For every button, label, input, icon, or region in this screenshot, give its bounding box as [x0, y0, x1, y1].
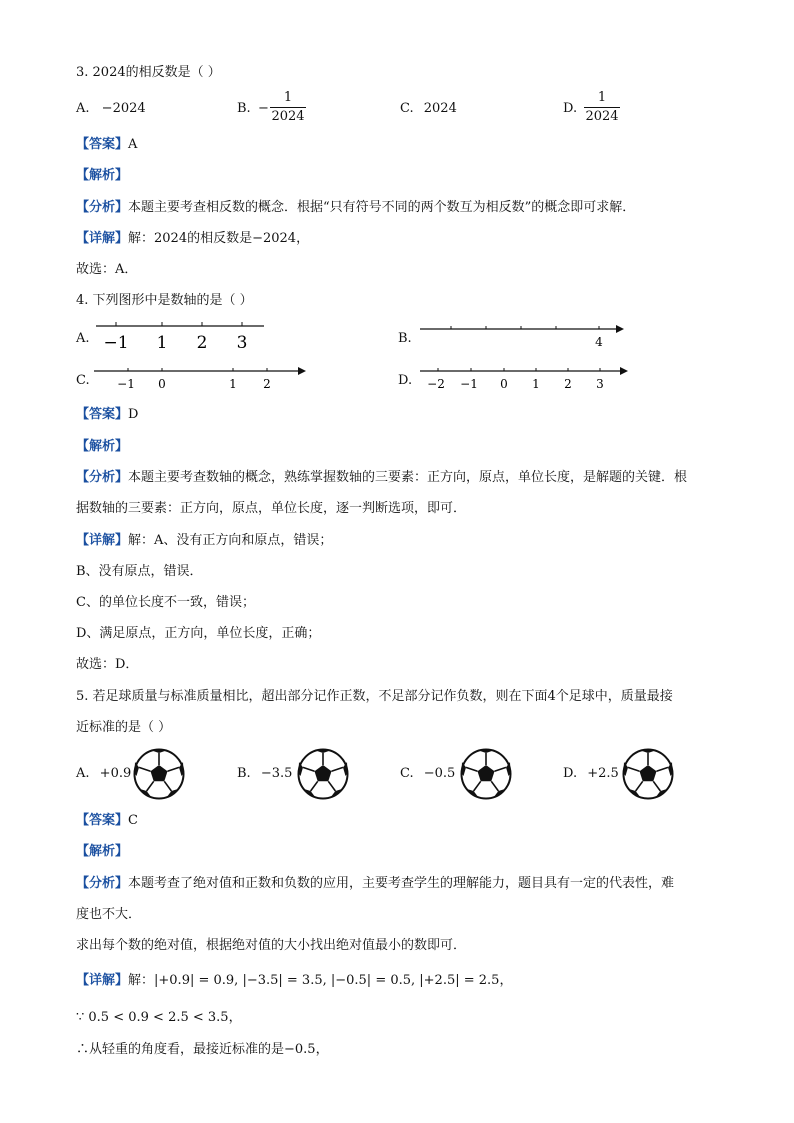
q4-answer-tag: 【答案】	[76, 407, 129, 422]
q4-analysis-tag: 【解析】	[76, 439, 129, 454]
q5-option-d	[563, 765, 619, 783]
q5-fenxi-line1	[76, 875, 674, 893]
axis-tick-label: −1	[103, 333, 129, 353]
q5-answer	[76, 812, 138, 830]
q3-answer-value: A	[128, 137, 138, 152]
q3-option-c-value: 2024	[423, 101, 457, 116]
q3-analysis-heading	[76, 167, 128, 185]
q4-label-b: B.	[398, 331, 412, 346]
axis-tick-label: −1	[460, 377, 478, 391]
q3-choose: 故选：A．	[76, 262, 138, 277]
q5-option-a-letter: A.	[76, 766, 90, 781]
q5-option-a-value: +0.9	[99, 766, 132, 781]
q5-option-b-value: −3.5	[260, 766, 293, 781]
axis-tick-label: 2	[564, 377, 572, 391]
axis-tick-label: 3	[596, 377, 604, 391]
q5-detail	[76, 972, 512, 990]
q5-analysis-tag: 【解析】	[76, 844, 129, 859]
q4-analysis-heading	[76, 438, 128, 456]
q3-option-d-numerator: 1	[597, 90, 607, 105]
q4-fenxi-text1: 本题主要考查数轴的概念，熟练掌握数轴的三要素：正方向，原点，单位长度，是解题的关键．根	[128, 470, 688, 485]
q5-fenxi-line2: 度也不大．	[76, 907, 142, 922]
q5-answer-value: C	[128, 813, 138, 828]
q3-option-c	[400, 100, 457, 118]
q4-fenxi-tag: 【分析】	[76, 470, 129, 485]
fraction-bar	[270, 107, 306, 108]
q5-detail-text: 解：|+0.9| = 0.9, |−3.5| = 3.5, |−0.5| = 0.5, |+2.5| = 2.5，	[128, 973, 513, 988]
arrow-right-icon	[616, 325, 624, 333]
q3-option-d-letter: D.	[563, 101, 578, 116]
q4-detail-tag: 【详解】	[76, 533, 129, 548]
soccer-ball-icon	[297, 748, 350, 801]
soccer-ball-icon	[133, 748, 186, 801]
q5-fenxi-line3: 求出每个数的绝对值，根据绝对值的大小找出绝对值最小的数即可．	[76, 938, 467, 953]
q5-since: ∵ 0.5 < 0.9 < 2.5 < 3.5，	[76, 1010, 242, 1025]
q4-label-a: A.	[76, 331, 90, 346]
q3-option-d-fraction	[584, 90, 620, 125]
q4-detail-b: B、没有原点，错误．	[76, 564, 203, 579]
q5-option-c-letter: C.	[400, 766, 414, 781]
q4-answer	[76, 406, 138, 424]
axis-tick-label: 2	[196, 333, 208, 353]
q5-fenxi-text1: 本题考查了绝对值和正数和负数的应用，主要考查学生的理解能力，题目具有一定的代表性，难	[128, 876, 675, 891]
axis-tick-label: 3	[236, 333, 248, 353]
q4-detail-d: D、满足原点，正方向，单位长度，正确；	[76, 626, 321, 641]
q3-detail	[76, 230, 309, 248]
axis-tick-label: 0	[158, 377, 166, 391]
q4-label-d: D.	[398, 373, 413, 388]
q5-question-line2: 近标准的是（ ）	[76, 720, 172, 735]
q4-axis-b	[416, 320, 628, 350]
q3-option-b-letter: B.	[237, 101, 251, 116]
q4-fenxi-line1	[76, 469, 687, 487]
q3-option-c-letter: C.	[400, 101, 414, 116]
q3-analysis-tag: 【解析】	[76, 168, 129, 183]
q4-detail-c: C、的单位长度不一致，错误；	[76, 595, 255, 610]
q5-option-c-value: −0.5	[423, 766, 456, 781]
q3-fenxi-tag: 【分析】	[76, 200, 129, 215]
axis-tick-label: 1	[532, 377, 540, 391]
q5-option-a	[76, 765, 131, 783]
q5-option-c	[400, 765, 455, 783]
q5-option-d-letter: D.	[563, 766, 578, 781]
q5-analysis-heading	[76, 843, 128, 861]
q5-detail-tag: 【详解】	[76, 973, 129, 988]
soccer-ball-icon	[622, 748, 675, 801]
q4-label-c: C.	[76, 373, 90, 388]
q4-detail-a-text: 解：A、没有正方向和原点，错误；	[128, 533, 333, 548]
q5-option-d-value: +2.5	[587, 766, 619, 781]
q4-detail-a	[76, 532, 332, 550]
q3-fenxi	[76, 199, 635, 217]
axis-tick-label: 1	[156, 333, 168, 353]
q3-detail-text: 解：2024的相反数是−2024，	[128, 231, 310, 246]
q3-answer-tag: 【答案】	[76, 137, 129, 152]
q4-question: 4. 下列图形中是数轴的是（ ）	[76, 293, 253, 308]
q4-axis-a	[92, 318, 270, 354]
q3-option-b-denominator: 2024	[271, 109, 305, 124]
q3-option-a-value: −2024	[101, 101, 146, 116]
q5-option-b	[237, 765, 292, 783]
axis-tick-label: −1	[117, 377, 135, 391]
q5-answer-tag: 【答案】	[76, 813, 129, 828]
q4-axis-d	[416, 362, 632, 392]
q4-fenxi-line2: 据数轴的三要素：正方向，原点，单位长度，逐一判断选项，即可．	[76, 501, 467, 516]
q3-fenxi-text: 本题主要考查相反数的概念．根据“只有符号不同的两个数互为相反数”的概念即可求解．	[128, 200, 636, 215]
q3-option-b-fraction	[270, 90, 306, 125]
q3-detail-tag: 【详解】	[76, 231, 129, 246]
q5-fenxi-tag: 【分析】	[76, 876, 129, 891]
axis-tick-label: 4	[595, 335, 603, 349]
q5-option-b-letter: B.	[237, 766, 251, 781]
q5-question-line1: 5. 若足球质量与标准质量相比，超出部分记作正数，不足部分记作负数，则在下面4个足球中，质量最接	[76, 689, 673, 704]
axis-tick-label: 2	[263, 377, 271, 391]
q4-axis-c	[92, 362, 310, 392]
arrow-right-icon	[620, 367, 628, 375]
q4-answer-value: D	[128, 407, 139, 422]
axis-tick-label: −2	[427, 377, 445, 391]
soccer-ball-icon	[460, 748, 513, 801]
q3-option-d-denominator: 2024	[585, 109, 619, 124]
q3-option-b-sign: −	[258, 101, 269, 116]
arrow-right-icon	[298, 367, 306, 375]
q3-answer	[76, 136, 137, 154]
axis-tick-label: 0	[500, 377, 508, 391]
q5-therefore: ∴从轻重的角度看，最接近标准的是−0.5，	[76, 1042, 329, 1057]
q3-option-a	[76, 100, 146, 118]
q3-question: 3. 2024的相反数是（ ）	[76, 65, 221, 80]
q4-choose: 故选：D．	[76, 657, 139, 672]
q3-option-a-letter: A.	[76, 101, 90, 116]
fraction-bar	[584, 107, 620, 108]
axis-tick-label: 1	[229, 377, 237, 391]
q3-option-b-numerator: 1	[283, 90, 293, 105]
